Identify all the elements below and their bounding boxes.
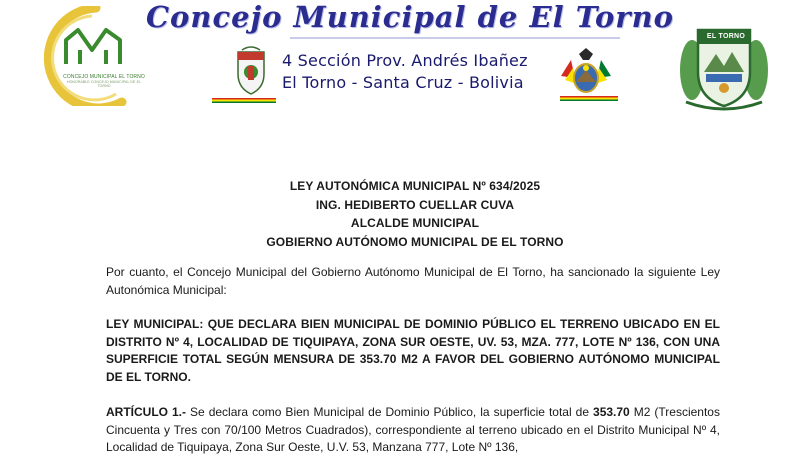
intro-paragraph: Por cuanto, el Concejo Municipal del Gobierno Autónomo Municipal de El Torno, ha sancionado la siguiente Ley Autonómica Municipal: bbox=[106, 265, 720, 297]
articulo-1-area: 353.70 bbox=[593, 405, 630, 419]
bolivia-crest bbox=[557, 46, 615, 102]
mayor-name: ING. HEDIBERTO CUELLAR CUVA bbox=[315, 197, 515, 212]
articulo-1-text-a: Se declara como Bien Municipal de Dominio Público, la superficie total de bbox=[186, 405, 594, 419]
santa-cruz-crest bbox=[232, 44, 270, 100]
el-torno-crest-icon bbox=[676, 12, 772, 112]
law-heading bbox=[180, 177, 650, 251]
title-underline bbox=[290, 37, 620, 39]
concejo-logo bbox=[36, 6, 154, 106]
logo-caption-sub: HONORABLE CONCEJO MUNICIPAL DE EL TORNO bbox=[66, 80, 142, 88]
logo-caption: CONCEJO MUNICIPAL EL TORNO bbox=[63, 74, 145, 80]
government-name: GOBIERNO AUTÓNOMO MUNICIPAL DE EL TORNO bbox=[266, 234, 564, 249]
articulo-1-text-b: M2 (Trescientos Cincuenta y Tres con 70/100 Metros Cuadrados), correspondiente al terreno ubicado en el Distrito Municipal Nº 4, Localidad de Tiquipaya, Zona Sur Oeste, U.V. 53, Manzana 777, Lote Nº 136, bbox=[106, 405, 720, 454]
el-torno-crest bbox=[676, 12, 772, 112]
address-line-1: 4 Sección Prov. Andrés Ibañez bbox=[282, 51, 528, 70]
crest-banner: EL TORNO bbox=[706, 33, 746, 40]
address-line-2: El Torno - Santa Cruz - Bolivia bbox=[282, 73, 524, 92]
concejo-municipal-logo-icon bbox=[36, 6, 154, 106]
flag-strip-left bbox=[212, 98, 276, 103]
articulo-1-paragraph bbox=[106, 404, 720, 457]
ley-municipal-paragraph: LEY MUNICIPAL: QUE DECLARA BIEN MUNICIPAL DE DOMINIO PÚBLICO EL TERRENO UBICADO EN EL DISTRITO Nº 4, LOCALIDAD DE TIQUIPAYA, ZONA SUR OESTE, UV. 53, MZA. 777, LOTE Nº 136, CON UNA SUPERFICIE TOTAL SEGÚN MENSURA DE 353.70 M2 A FAVOR DEL GOBIERNO AUTÓNOMO MUNICIPAL DE EL TORNO. bbox=[106, 317, 720, 384]
santa-cruz-crest-icon bbox=[232, 44, 270, 100]
flag-strip-right bbox=[560, 96, 618, 101]
letterhead-title: Concejo Municipal de El Torno bbox=[145, 0, 675, 34]
bolivia-coat-of-arms-icon bbox=[557, 46, 615, 102]
letterhead-address bbox=[282, 50, 562, 94]
law-number: LEY AUTONÓMICA MUNICIPAL Nº 634/2025 bbox=[289, 179, 541, 193]
mayor-title: ALCALDE MUNICIPAL bbox=[350, 216, 480, 230]
articulo-1-label: ARTÍCULO 1.- bbox=[106, 405, 187, 419]
